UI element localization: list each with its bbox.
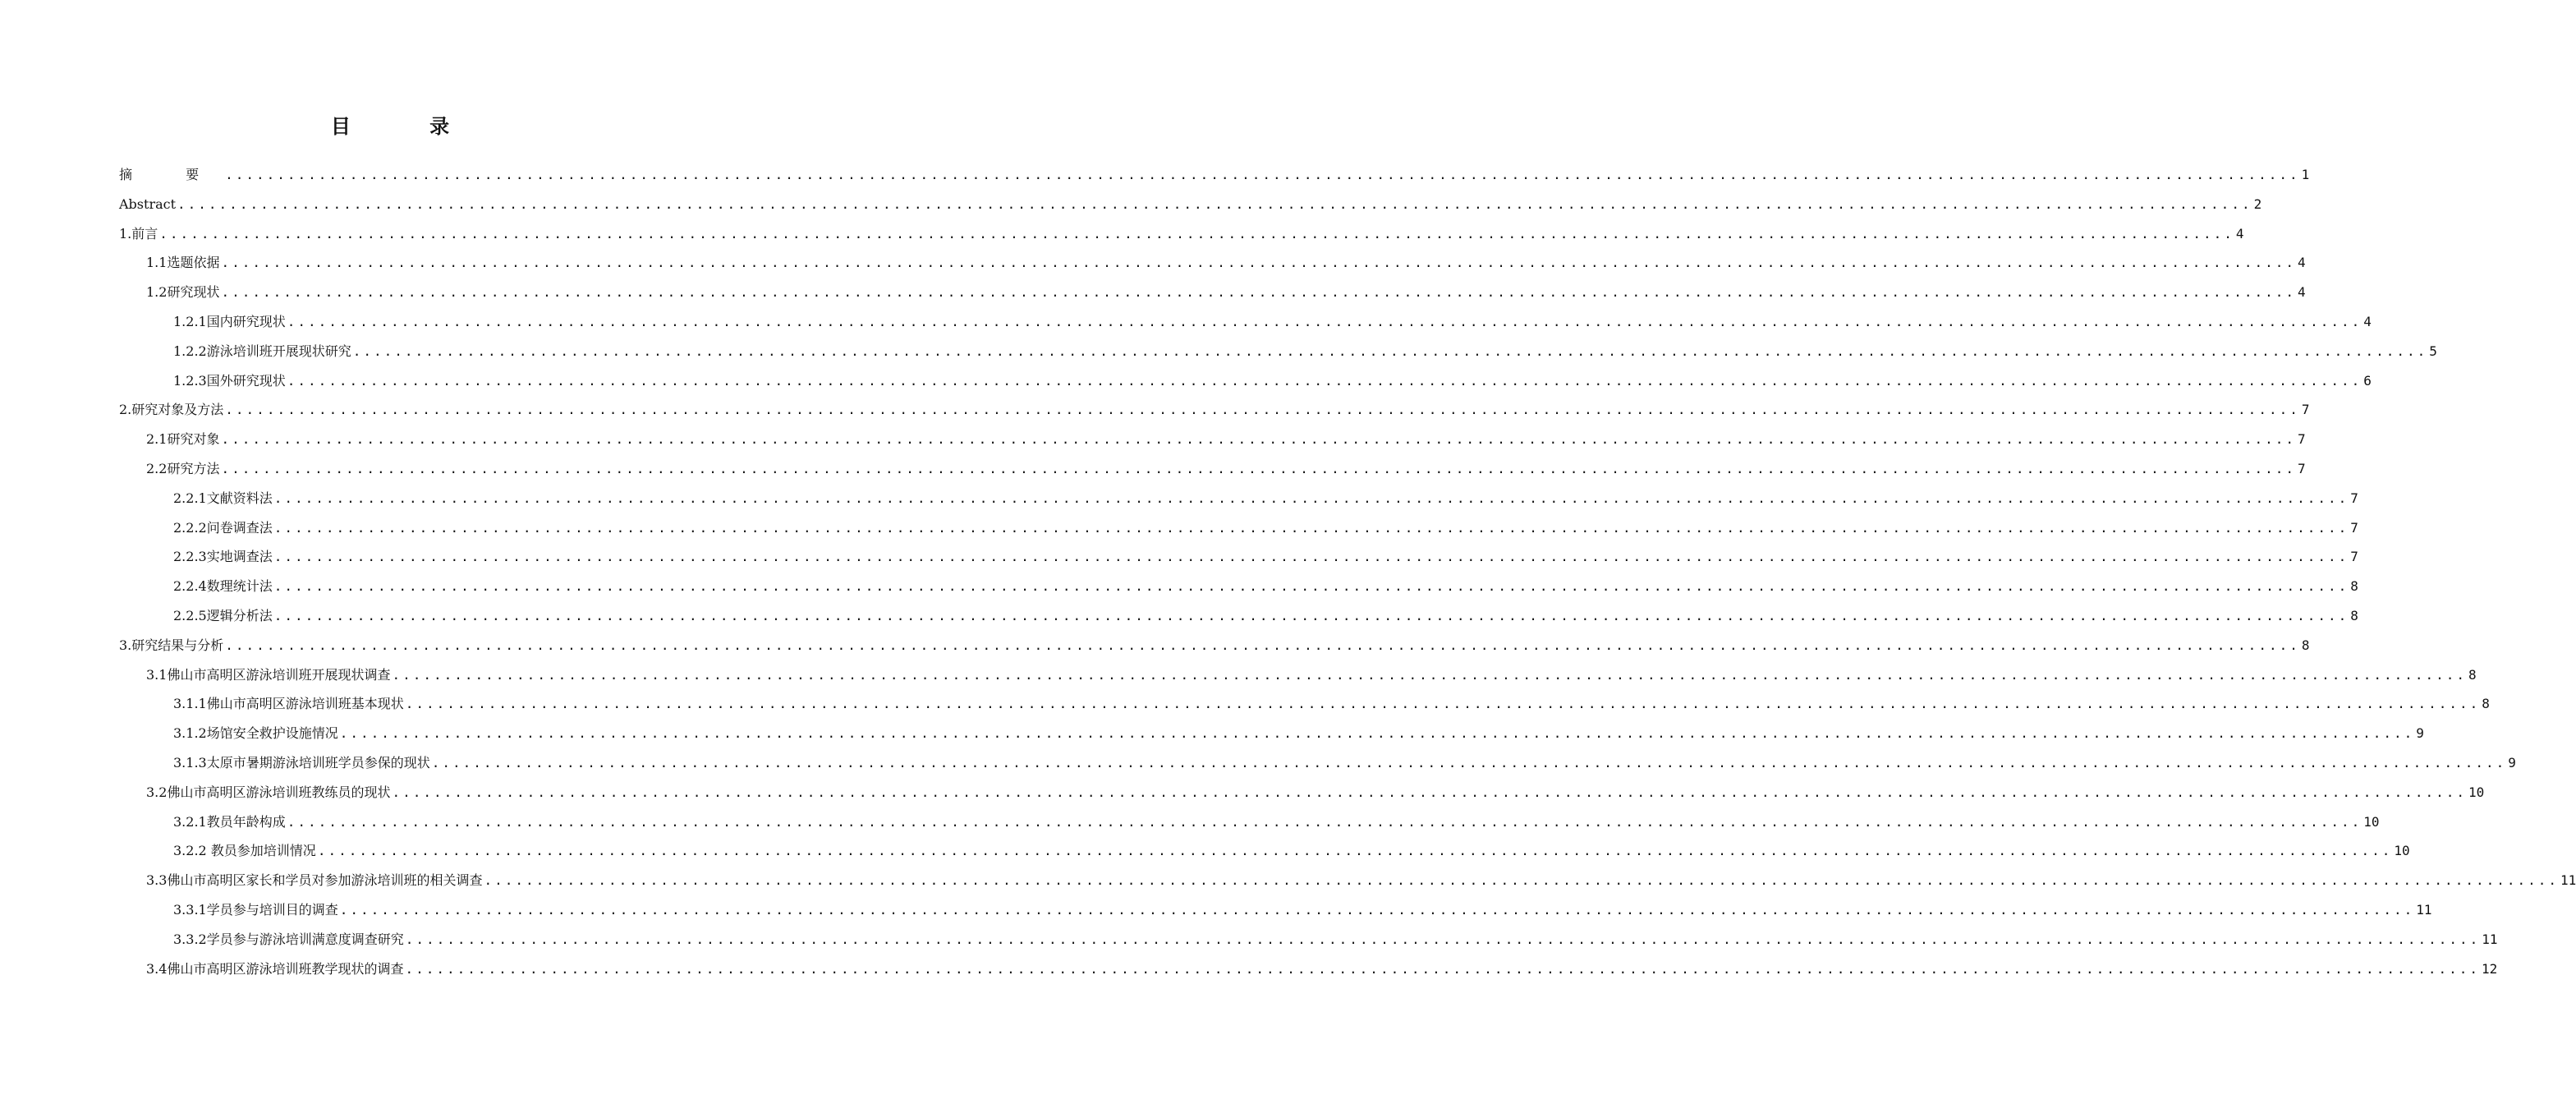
toc-entry[interactable] bbox=[119, 219, 2244, 249]
toc-entry[interactable] bbox=[146, 454, 2306, 484]
toc-entry-page: 4 bbox=[2298, 284, 2306, 301]
toc-dot-leader: ........................................................................................................................................................................................................ bbox=[225, 637, 2300, 653]
toc-entry-label: 3.1佛山市高明区游泳培训班开展现状调查 bbox=[146, 666, 391, 683]
toc-entry-page: 11 bbox=[2416, 902, 2432, 918]
toc-dot-leader: ........................................................................................................................................................................................................ bbox=[159, 225, 2234, 242]
toc-entry[interactable] bbox=[173, 689, 2490, 719]
toc-entry[interactable] bbox=[146, 425, 2306, 454]
toc-entry[interactable] bbox=[173, 513, 2358, 543]
toc-entry-label: Abstract bbox=[119, 196, 177, 212]
toc-entry[interactable] bbox=[146, 660, 2477, 690]
toc-entry[interactable] bbox=[173, 366, 2372, 396]
toc-entry-label: 3.3.1学员参与培训目的调查 bbox=[173, 902, 338, 918]
toc-entry-label: 3.1.3太原市暑期游泳培训班学员参保的现状 bbox=[173, 755, 430, 770]
toc-entry-page: 7 bbox=[2301, 402, 2310, 418]
page-title: 目 录 bbox=[330, 115, 486, 138]
toc-entry-page: 9 bbox=[2416, 725, 2424, 742]
toc-entry-label: 3.4佛山市高明区游泳培训班教学现状的调查 bbox=[146, 960, 404, 977]
toc-entry[interactable] bbox=[173, 307, 2372, 337]
toc-entry-page: 12 bbox=[2482, 960, 2498, 977]
toc-entry-page: 7 bbox=[2298, 431, 2306, 448]
toc-entry-label: 2.2.1文献资料法 bbox=[173, 490, 273, 506]
toc-entry-page: 1 bbox=[2301, 167, 2310, 182]
toc-entry[interactable] bbox=[173, 719, 2424, 748]
toc-entry[interactable] bbox=[173, 836, 2410, 866]
toc-entry-label: 3.1.1佛山市高明区游泳培训班基本现状 bbox=[173, 696, 404, 712]
toc-entry[interactable] bbox=[119, 395, 2310, 425]
toc-entry-label: 2.2研究方法 bbox=[146, 461, 220, 476]
toc-dot-leader: ........................................................................................................................................................................................................ bbox=[273, 490, 2349, 506]
toc-entry[interactable] bbox=[173, 484, 2358, 513]
toc-entry[interactable] bbox=[146, 954, 2498, 984]
toc-entry[interactable] bbox=[173, 925, 2498, 954]
toc-dot-leader: ........................................................................................................................................................................................................ bbox=[221, 461, 2297, 476]
toc-entry-label: 1.2.2游泳培训班开展现状研究 bbox=[173, 343, 351, 359]
toc-entry-page: 11 bbox=[2482, 931, 2498, 947]
toc-entry-label: 2.2.3实地调查法 bbox=[173, 549, 273, 565]
toc-entry-label: 2.2.4数理统计法 bbox=[173, 578, 273, 595]
toc-entry-page: 10 bbox=[2394, 843, 2410, 859]
toc-entry[interactable] bbox=[173, 748, 2516, 778]
toc-entry-label: 摘 要 bbox=[119, 167, 224, 182]
toc-entry-label: 3.3.2学员参与游泳培训满意度调查研究 bbox=[173, 931, 404, 947]
toc-dot-leader: ........................................................................................................................................................................................................ bbox=[405, 960, 2481, 977]
toc-dot-leader: ........................................................................................................................................................................................................ bbox=[392, 784, 2468, 800]
toc-entry-page: 5 bbox=[2429, 343, 2437, 359]
toc-entry[interactable] bbox=[119, 160, 2310, 190]
toc-entry-page: 6 bbox=[2363, 372, 2372, 389]
toc-dot-leader: ........................................................................................................................................................................................................ bbox=[392, 666, 2468, 683]
toc-entry[interactable] bbox=[173, 601, 2358, 631]
toc-entry-page: 10 bbox=[2363, 813, 2380, 830]
toc-entry-page: 8 bbox=[2482, 696, 2490, 712]
toc-entry-page: 4 bbox=[2298, 255, 2306, 271]
toc-entry-label: 1.1选题依据 bbox=[146, 255, 220, 271]
toc-entry-page: 2 bbox=[2253, 196, 2262, 212]
toc-entry[interactable] bbox=[146, 778, 2485, 807]
toc-entry-page: 7 bbox=[2350, 549, 2358, 565]
toc-dot-leader: ........................................................................................................................................................................................................ bbox=[339, 725, 2415, 742]
toc-entry-label: 3.2.2 教员参加培训情况 bbox=[173, 843, 316, 859]
toc-entry-label: 1.2.1国内研究现状 bbox=[173, 314, 286, 329]
toc-dot-leader: ........................................................................................................................................................................................................ bbox=[273, 578, 2349, 595]
toc-dot-leader: ........................................................................................................................................................................................................ bbox=[221, 255, 2297, 271]
toc-entry-page: 7 bbox=[2350, 519, 2358, 536]
toc-entry-page: 7 bbox=[2298, 461, 2306, 476]
toc-entry-page: 8 bbox=[2468, 666, 2477, 683]
toc-entry-page: 11 bbox=[2560, 872, 2576, 889]
toc-entry[interactable] bbox=[146, 278, 2306, 307]
toc-entry-label: 3.2佛山市高明区游泳培训班教练员的现状 bbox=[146, 784, 391, 800]
toc-dot-leader: ........................................................................................................................................................................................................ bbox=[287, 314, 2362, 329]
toc-dot-leader: ........................................................................................................................................................................................................ bbox=[273, 608, 2349, 623]
toc-dot-leader: ........................................................................................................................................................................................................ bbox=[484, 872, 2560, 889]
toc-entry-label: 3.2.1教员年龄构成 bbox=[173, 813, 286, 830]
toc-dot-leader: ........................................................................................................................................................................................................ bbox=[352, 343, 2428, 359]
toc-entry-page: 8 bbox=[2350, 608, 2358, 623]
toc-entry[interactable] bbox=[173, 572, 2358, 601]
toc-entry[interactable] bbox=[146, 866, 2576, 895]
toc-entry-page: 8 bbox=[2350, 578, 2358, 595]
toc-entry[interactable] bbox=[173, 895, 2432, 925]
toc-entry[interactable] bbox=[146, 248, 2306, 278]
toc-entry-label: 3.研究结果与分析 bbox=[119, 637, 224, 653]
toc-dot-leader: ........................................................................................................................................................................................................ bbox=[225, 402, 2300, 418]
toc-dot-leader: ........................................................................................................................................................................................................ bbox=[431, 755, 2507, 770]
toc-entry-label: 2.1研究对象 bbox=[146, 431, 220, 448]
toc-entry-label: 1.前言 bbox=[119, 225, 158, 242]
toc-entry-page: 9 bbox=[2508, 755, 2516, 770]
toc-dot-leader: ........................................................................................................................................................................................................ bbox=[273, 549, 2349, 565]
toc-entry-label: 3.3佛山市高明区家长和学员对参加游泳培训班的相关调查 bbox=[146, 872, 483, 889]
toc-entry-label: 1.2研究现状 bbox=[146, 284, 220, 301]
toc-dot-leader: ........................................................................................................................................................................................................ bbox=[405, 931, 2481, 947]
toc-entry-label: 3.1.2场馆安全救护设施情况 bbox=[173, 725, 338, 742]
toc-dot-leader: ........................................................................................................................................................................................................ bbox=[339, 902, 2415, 918]
toc-dot-leader: ........................................................................................................................................................................................................ bbox=[287, 372, 2362, 389]
toc-entry[interactable] bbox=[173, 542, 2358, 572]
toc-dot-leader: ........................................................................................................................................................................................................ bbox=[177, 196, 2252, 212]
toc-entry-page: 7 bbox=[2350, 490, 2358, 506]
toc-dot-leader: ........................................................................................................................................................................................................ bbox=[317, 843, 2393, 859]
toc-dot-leader: ........................................................................................................................................................................................................ bbox=[405, 696, 2481, 712]
toc-entry[interactable] bbox=[173, 807, 2380, 837]
toc-entry-page: 4 bbox=[2363, 314, 2372, 329]
toc-entry-page: 4 bbox=[2235, 225, 2244, 242]
toc-dot-leader: ........................................................................................................................................................................................................ bbox=[221, 431, 2297, 448]
toc-entry-page: 10 bbox=[2468, 784, 2485, 800]
toc-entry-label: 2.2.2问卷调查法 bbox=[173, 519, 273, 536]
toc-entry-page: 8 bbox=[2301, 637, 2310, 653]
toc-entry[interactable] bbox=[173, 337, 2437, 366]
toc-dot-leader: ........................................................................................................................................................................................................ bbox=[273, 519, 2349, 536]
toc-dot-leader: ........................................................................................................................................................................................................ bbox=[225, 167, 2300, 182]
toc-dot-leader: ........................................................................................................................................................................................................ bbox=[221, 284, 2297, 301]
toc-entry-label: 2.研究对象及方法 bbox=[119, 402, 224, 418]
toc-entry-label: 1.2.3国外研究现状 bbox=[173, 372, 286, 389]
toc-dot-leader: ........................................................................................................................................................................................................ bbox=[287, 813, 2362, 830]
toc-entry[interactable] bbox=[119, 631, 2310, 660]
toc-entry[interactable] bbox=[119, 190, 2262, 219]
toc-entry-label: 2.2.5逻辑分析法 bbox=[173, 608, 273, 623]
